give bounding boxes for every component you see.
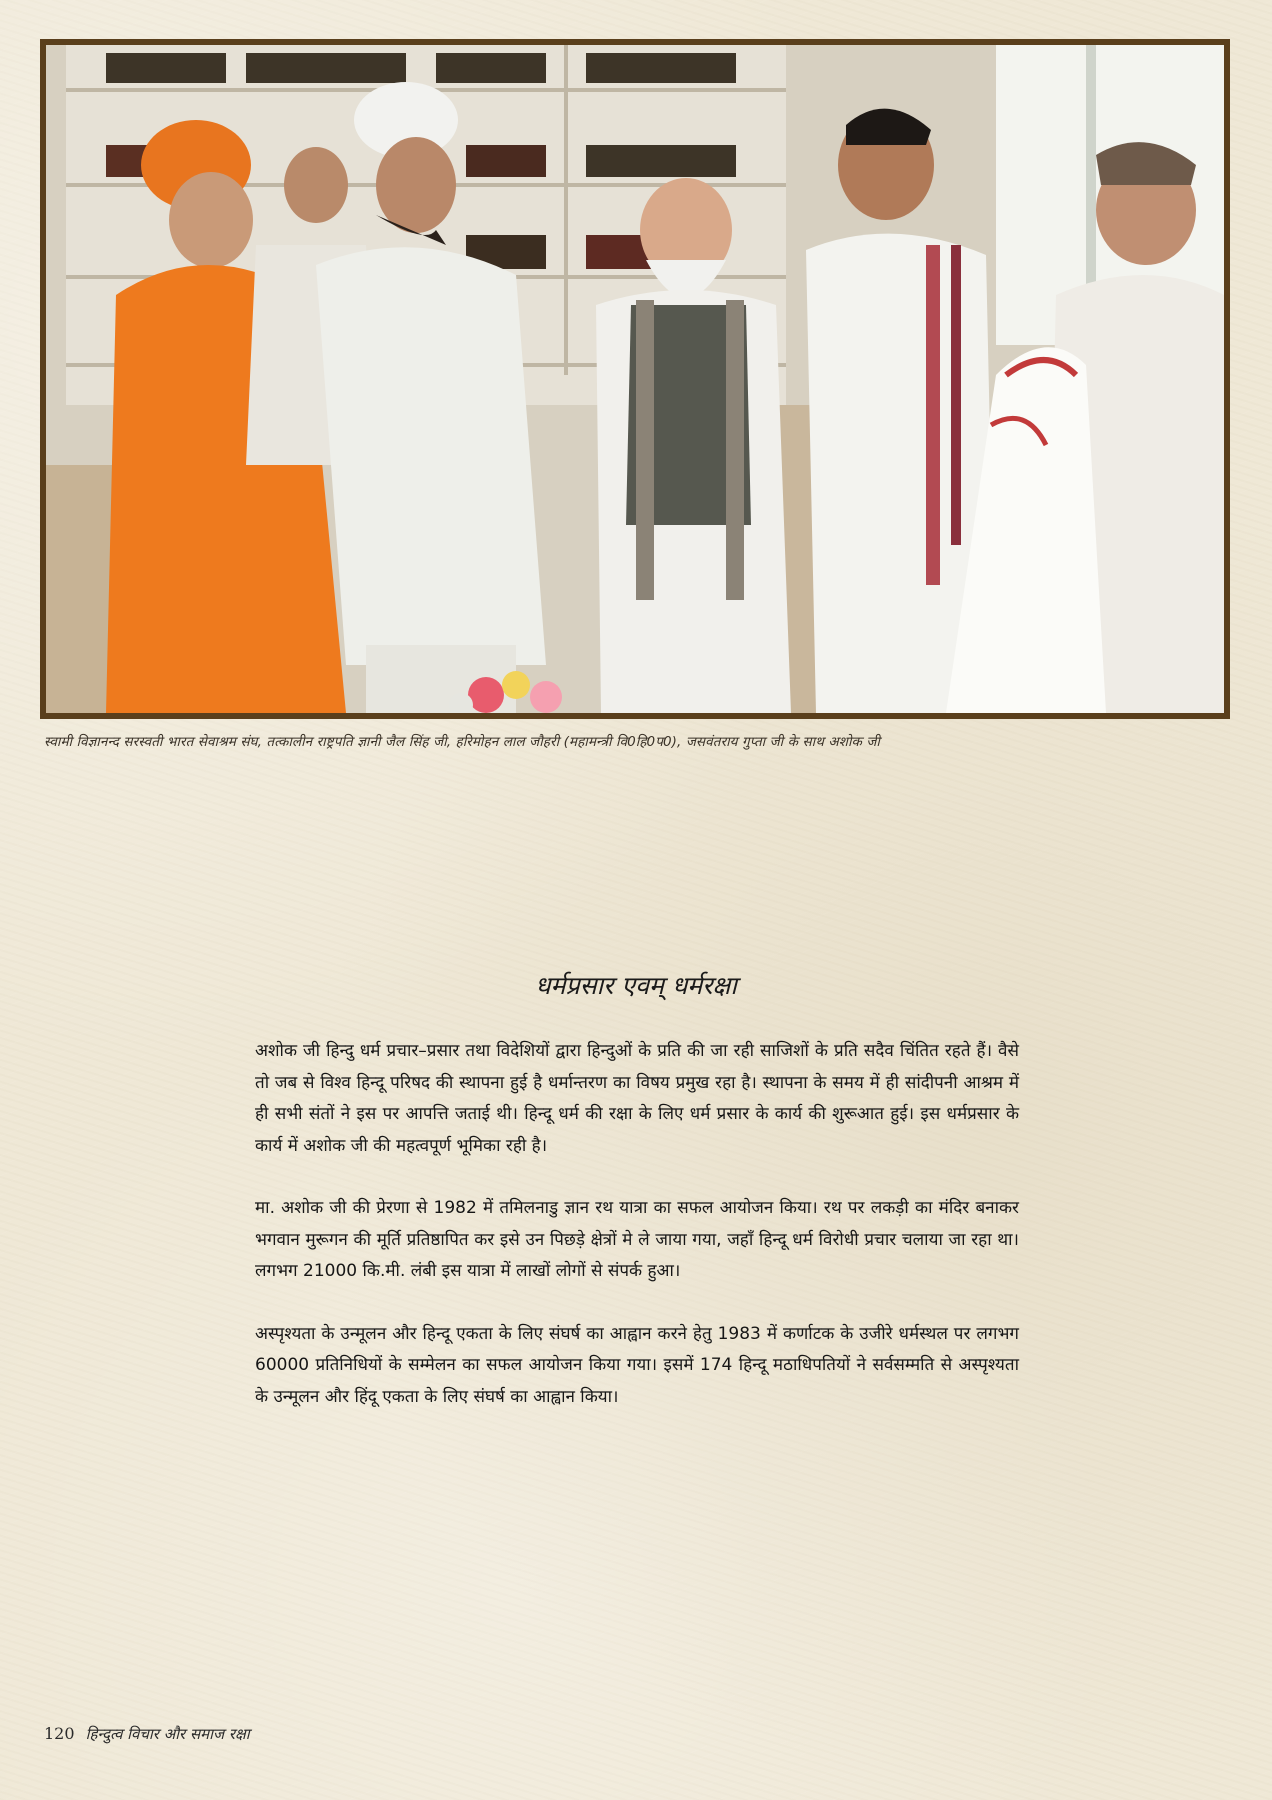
paragraph: मा. अशोक जी की प्रेरणा से 1982 में तमिलनाडु ज्ञान रथ यात्रा का सफल आयोजन किया। रथ पर लकड़ी का मंदिर बनाकर भगवान मुरूगन की मूर्ति प्रतिष्ठापित कर इसे उन पिछड़े क्षेत्रों मे ले जाया गया, जहाँ हिन्दू धर्म विरोधी प्रचार चलाया जा रहा था। लगभग 21000 कि.मी. लंबी इस यात्रा में लाखों लोगों से संपर्क हुआ। [255, 1198, 1019, 1281]
page-number: 120 [44, 1724, 75, 1743]
article-body [255, 1036, 1019, 1444]
book-title: हिन्दुत्व विचार और समाज रक्षा [85, 1725, 250, 1743]
paragraph: अस्पृश्यता के उन्मूलन और हिन्दू एकता के लिए संघर्ष का आह्वान करने हेतु 1983 में कर्णाटक के उजीरे धर्मस्थल पर लगभग 60000 प्रतिनिधियों के सम्मेलन का सफल आयोजन किया गया। इसमें 174 हिन्दू मठाधिपतियों ने सर्वसम्मति से अस्पृश्यता के उन्मूलन और हिंदू एकता के लिए संघर्ष का आह्वान किया। [255, 1323, 1019, 1407]
photo-caption: स्वामी विज्ञानन्द सरस्वती भारत सेवाश्रम संघ, तत्कालीन राष्ट्रपति ज्ञानी जैल सिंह जी, हरिमोहन लाल जौहरी (महामन्त्री वि0हि0प0), जसवंतराय गुप्ता जी के साथ अशोक जी [44, 734, 881, 750]
photo-illustration [46, 45, 1224, 713]
section-title: धर्मप्रसार एवम् धर्मरक्षा [535, 971, 737, 1000]
page-footer [44, 1724, 250, 1744]
group-photo [40, 39, 1230, 719]
paragraph: अशोक जी हिन्दु धर्म प्रचार–प्रसार तथा विदेशियों द्वारा हिन्दुओं के प्रति की जा रही साजिशों के प्रति सदैव चिंतित रहते हैं। वैसे तो जब से विश्व हिन्दू परिषद की स्थापना हुई है धर्मान्तरण का विषय प्रमुख रहा है। स्थापना के समय में ही सांदीपनी आश्रम में ही सभी संतों ने इस पर आपत्ति जताई थी। हिन्दू धर्म की रक्षा के लिए धर्म प्रसार के कार्य की शुरूआत हुई। इस धर्मप्रसार के कार्य में अशोक जी की महत्वपूर्ण भूमिका रही है। [255, 1041, 1019, 1156]
